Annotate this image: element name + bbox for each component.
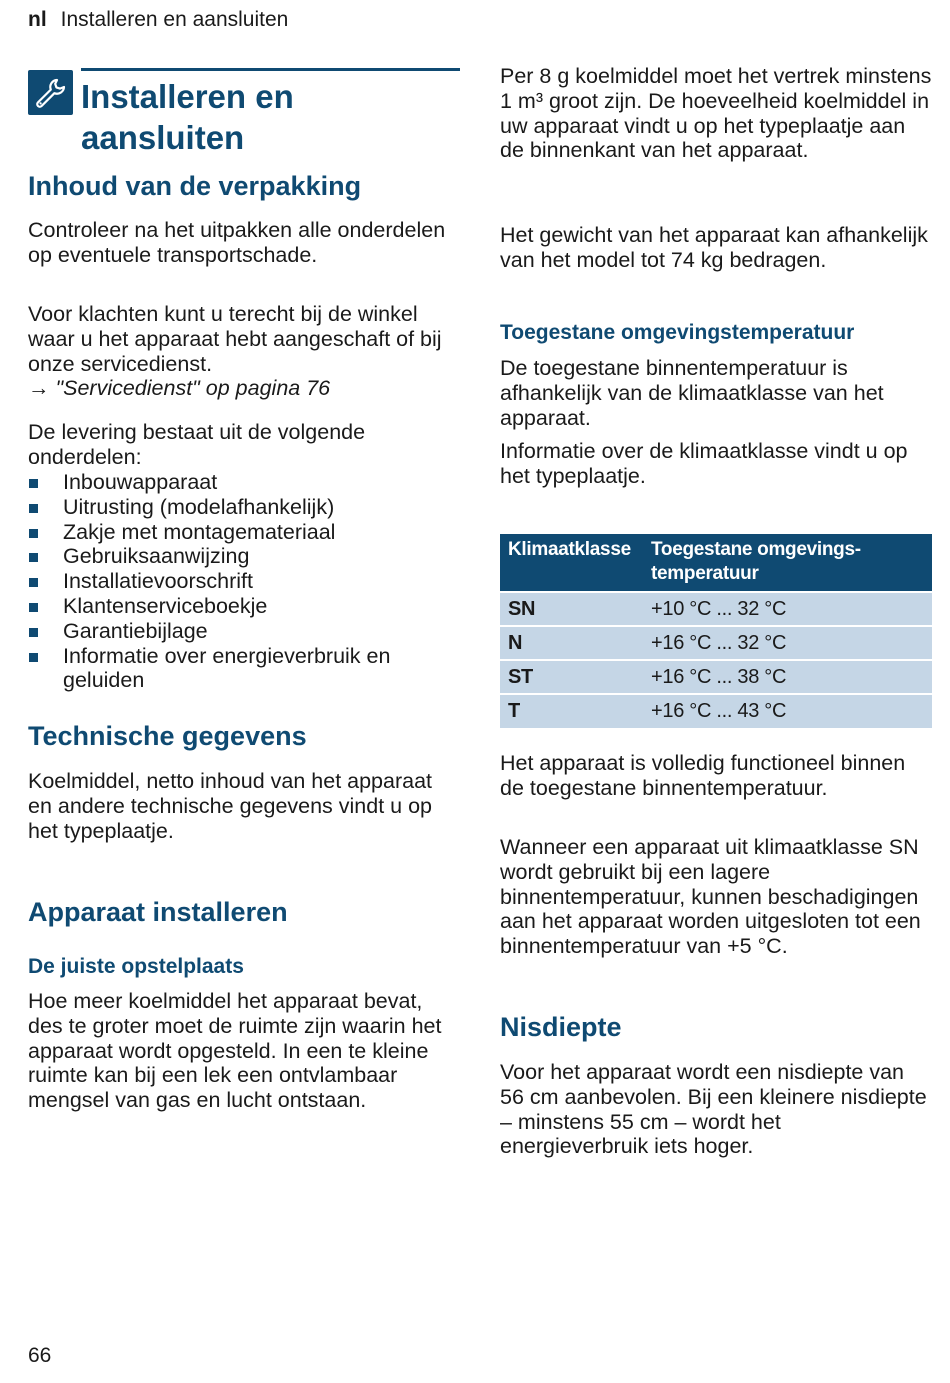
title-rule (81, 68, 460, 71)
page-title: Installeren en aansluiten (81, 78, 294, 156)
page-header (28, 8, 288, 32)
list-item: Gebruiksaanwijzing (28, 544, 460, 569)
table-row (500, 626, 932, 660)
heading-packaging: Inhoud van de verpakking (28, 171, 362, 201)
packaging-paragraph-1: Controleer na het uitpakken alle onderdelen op eventuele transportschade. (28, 218, 446, 267)
install-paragraph: Hoe meer koelmiddel het apparaat bevat, des te groter moet de ruimte zijn waarin het apparaat wordt opgesteld. In een te kleine ruimte kan bij een lek een ontvlambaar mengsel van gas en lucht ontstaan. (28, 989, 442, 1113)
climate-sn-paragraph: Wanneer een apparaat uit klimaatklasse SN wordt gebruikt bij een lagere binnentemperatuur, kunnen beschadigingen aan het apparaat worden uitgesloten tot een binnentemperatuur van +5 °C. (500, 835, 921, 959)
list-item: Informatie over energieverbruik en geluiden (28, 644, 460, 694)
delivery-contents-list (28, 470, 460, 693)
table-header-cell: Toegestane omgevings- temperatuur (643, 534, 932, 592)
subheading-location: De juiste opstelplaats (28, 955, 244, 978)
climate-class-table (500, 534, 932, 728)
language-code: nl (28, 8, 47, 31)
functional-paragraph: Het apparaat is volledig functioneel binnen de toegestane binnentemperatuur. (500, 751, 906, 800)
list-item: Installatievoorschrift (28, 569, 460, 594)
table-row (500, 660, 932, 694)
table-cell: +10 °C ... 32 °C (643, 592, 932, 626)
table-cell: N (500, 626, 643, 660)
list-item: Klantenserviceboekje (28, 594, 460, 619)
table-header-row (500, 534, 932, 592)
table-cell: SN (500, 592, 643, 626)
page-number: 66 (28, 1344, 52, 1367)
heading-niche: Nisdiepte (500, 1012, 622, 1042)
table-cell: +16 °C ... 32 °C (643, 626, 932, 660)
service-page-reference[interactable]: "Servicedienst" op pagina 76 (55, 376, 331, 401)
arrow-right-icon: → (28, 376, 50, 401)
header-section-title: Installeren en aansluiten (60, 8, 289, 31)
list-item: Zakje met montagemateriaal (28, 520, 460, 545)
table-cell: T (500, 694, 643, 728)
heading-technical: Technische gegevens (28, 721, 307, 751)
technical-paragraph: Koelmiddel, netto inhoud van het apparaat en andere technische gegevens vindt u op het typeplaatje. (28, 769, 433, 843)
niche-paragraph: Voor het apparaat wordt een nisdiepte van 56 cm aanbevolen. Bij een kleinere nisdiepte – minstens 55 cm – wordt het energieverbruik iets hoger. (500, 1060, 927, 1159)
table-row (500, 694, 932, 728)
packaging-paragraph-2-text: Voor klachten kunt u terecht bij de winkel waar u het apparaat hebt aangeschaft of bij onze servicedienst. (28, 302, 442, 376)
table-cell: +16 °C ... 43 °C (643, 694, 932, 728)
wrench-icon (28, 70, 73, 115)
table-cell: ST (500, 660, 643, 694)
table-cell: +16 °C ... 38 °C (643, 660, 932, 694)
temperature-paragraph-1: De toegestane binnentemperatuur is afhankelijk van de klimaatklasse van het apparaat. (500, 356, 884, 430)
packaging-paragraph-3: De levering bestaat uit de volgende onderdelen: (28, 420, 366, 469)
packaging-paragraph-2 (28, 302, 460, 401)
list-item: Uitrusting (modelafhankelijk) (28, 495, 460, 520)
weight-paragraph: Het gewicht van het apparaat kan afhankelijk van het model tot 74 kg bedragen. (500, 223, 928, 272)
subheading-temperature: Toegestane omgevingstemperatuur (500, 321, 855, 344)
refrigerant-paragraph: Per 8 g koelmiddel moet het vertrek minstens 1 m³ groot zijn. De hoeveelheid koelmiddel in uw apparaat vindt u op het typeplaatje aan de binnenkant van het apparaat. (500, 64, 932, 163)
list-item: Garantiebijlage (28, 619, 460, 644)
temperature-paragraph-2: Informatie over de klimaatklasse vindt u op het typeplaatje. (500, 439, 908, 488)
list-item: Inbouwapparaat (28, 470, 460, 495)
table-row (500, 592, 932, 626)
heading-install: Apparaat installeren (28, 897, 288, 927)
table-header-cell: Klimaatklasse (500, 534, 643, 592)
